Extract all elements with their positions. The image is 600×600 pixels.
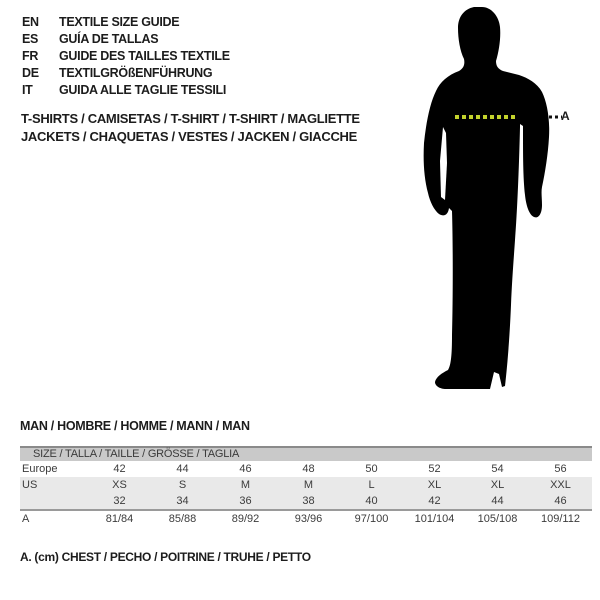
language-code: IT (22, 83, 33, 97)
table-cell: L (368, 479, 375, 491)
table-row-numeric (20, 493, 592, 509)
language-code: EN (22, 15, 39, 29)
table-cell: 81/84 (105, 513, 134, 525)
table-cell: XL (427, 479, 442, 491)
table-cell: 48 (302, 463, 315, 475)
table-cell: 105/108 (477, 513, 518, 525)
size-table (20, 446, 592, 527)
language-row-de (22, 65, 230, 82)
table-cell: 38 (302, 495, 315, 507)
table-cell: XS (112, 479, 127, 491)
table-cell: XXL (550, 479, 571, 491)
table-cell: 34 (176, 495, 189, 507)
table-row-us (20, 477, 592, 493)
table-cell: XL (490, 479, 505, 491)
language-guide-list (22, 14, 230, 99)
table-cell: M (240, 479, 251, 491)
table-cell: S (178, 479, 187, 491)
row-label: A (22, 513, 30, 525)
language-code: FR (22, 49, 39, 63)
language-code: ES (22, 32, 39, 46)
man-silhouette-figure (415, 5, 565, 390)
table-cell: 42 (428, 495, 441, 507)
language-row-fr (22, 48, 230, 65)
table-cell: 46 (554, 495, 567, 507)
row-label: Europe (22, 463, 58, 475)
table-cell: 109/112 (541, 513, 580, 525)
section-title-man: MAN / HOMBRE / HOMME / MANN / MAN (20, 419, 250, 433)
language-title: TEXTILGRÖßENFÜHRUNG (59, 66, 213, 80)
table-cell: 50 (365, 463, 378, 475)
table-cell: 101/104 (414, 513, 455, 525)
table-cell: 32 (113, 495, 126, 507)
tshirts-category-line: T-SHIRTS / CAMISETAS / T-SHIRT / T-SHIRT / MAGLIETTE (21, 111, 360, 126)
chest-measure-footnote: A. (cm) CHEST / PECHO / POITRINE / TRUHE / PETTO (20, 550, 311, 564)
table-cell: 46 (239, 463, 252, 475)
table-cell: 97/100 (354, 513, 389, 525)
language-code: DE (22, 66, 39, 80)
table-cell: 85/88 (168, 513, 197, 525)
language-title: GUIDE DES TAILLES TEXTILE (59, 49, 230, 63)
language-row-it (22, 82, 230, 99)
table-row-chest-cm (20, 509, 592, 527)
table-cell: 89/92 (231, 513, 260, 525)
row-label (20, 493, 88, 509)
language-title: GUÍA DE TALLAS (59, 32, 159, 46)
table-cell: 93/96 (294, 513, 323, 525)
table-cell: 44 (491, 495, 504, 507)
language-row-es (22, 31, 230, 48)
measure-a-label: A (561, 109, 570, 123)
table-cell: 40 (365, 495, 378, 507)
table-cell: M (303, 479, 314, 491)
row-label: US (22, 479, 38, 491)
jackets-category-line: JACKETS / CHAQUETAS / VESTES / JACKEN / GIACCHE (21, 129, 357, 144)
language-row-en (22, 14, 230, 31)
table-cell: 52 (428, 463, 441, 475)
table-cell: 54 (491, 463, 504, 475)
table-cell: 42 (113, 463, 126, 475)
size-table-header: SIZE / TALLA / TAILLE / GRÖSSE / TAGLIA (20, 446, 592, 461)
garment-categories (21, 110, 360, 146)
language-title: TEXTILE SIZE GUIDE (59, 15, 180, 29)
table-cell: 56 (554, 463, 567, 475)
table-cell: 44 (176, 463, 189, 475)
language-title: GUIDA ALLE TAGLIE TESSILI (59, 83, 227, 97)
table-row-europe (20, 461, 592, 477)
table-cell: 36 (239, 495, 252, 507)
